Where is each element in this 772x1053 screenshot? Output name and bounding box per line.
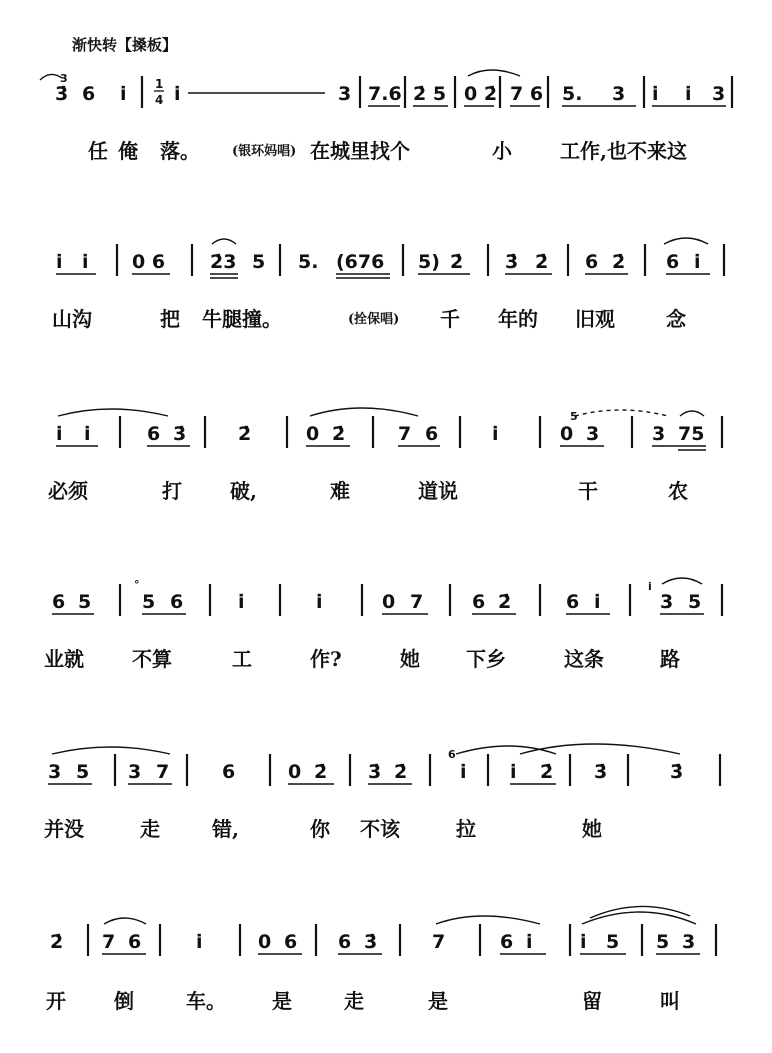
notation-line-3 <box>0 400 772 510</box>
svg-text:7: 7 <box>102 931 116 953</box>
svg-text:年的: 年的 <box>498 307 538 331</box>
svg-text:业就: 业就 <box>44 647 84 671</box>
svg-text:俺: 俺 <box>118 139 138 163</box>
lyric: 任 <box>88 139 108 163</box>
svg-text:i̇: i̇ <box>56 251 63 273</box>
score-system-3 <box>0 400 772 520</box>
svg-text:她: 她 <box>582 817 602 841</box>
svg-text:4: 4 <box>155 93 164 107</box>
svg-text:3̇: 3̇ <box>368 761 382 783</box>
svg-text:6: 6 <box>170 591 184 613</box>
svg-text:6: 6 <box>585 251 599 273</box>
svg-text:i̇: i̇ <box>56 423 63 445</box>
svg-text:3̇: 3̇ <box>505 251 519 273</box>
svg-text:i̇: i̇ <box>594 591 601 613</box>
notation-line-1 <box>0 60 772 170</box>
svg-text:2̇: 2̇ <box>450 251 464 273</box>
svg-text:工: 工 <box>232 647 252 671</box>
svg-text:破,: 破, <box>230 479 257 503</box>
svg-text:5): 5) <box>418 251 440 273</box>
svg-text:农: 农 <box>668 479 688 503</box>
svg-text:2̇: 2̇ <box>540 761 554 783</box>
svg-text:6: 6 <box>147 423 161 445</box>
svg-text:2̇: 2̇ <box>612 251 626 273</box>
svg-text:留: 留 <box>582 989 602 1013</box>
svg-text:叫: 叫 <box>660 989 680 1013</box>
svg-text:必须: 必须 <box>48 479 88 503</box>
notation-line-5 <box>0 740 772 850</box>
notation-line-4 <box>0 570 772 680</box>
svg-text:道说: 道说 <box>418 479 458 503</box>
svg-text:(拴保唱): (拴保唱) <box>348 312 400 327</box>
svg-text:车。: 车。 <box>186 989 226 1013</box>
svg-text:拉: 拉 <box>456 817 476 841</box>
svg-text:工作,也不来这: 工作,也不来这 <box>560 139 687 163</box>
svg-text:下乡: 下乡 <box>466 647 506 671</box>
svg-text:7.6: 7.6 <box>368 83 402 105</box>
svg-text:5: 5 <box>142 591 156 613</box>
svg-text:6: 6 <box>128 931 142 953</box>
svg-text:3: 3 <box>48 761 62 783</box>
svg-text:5: 5 <box>656 931 670 953</box>
svg-text:i̇: i̇ <box>82 251 89 273</box>
svg-text:7: 7 <box>398 423 412 445</box>
svg-text:山沟: 山沟 <box>52 307 92 331</box>
svg-text:把: 把 <box>160 307 180 331</box>
svg-text:3: 3 <box>60 72 68 85</box>
svg-text:i̇: i̇ <box>526 931 533 953</box>
svg-text:不算: 不算 <box>132 647 172 671</box>
score-system-2 <box>0 230 772 350</box>
svg-text:不该: 不该 <box>360 817 400 841</box>
svg-text:3: 3 <box>338 83 352 105</box>
svg-text:牛腿撞。: 牛腿撞。 <box>202 307 282 331</box>
svg-text:3: 3 <box>586 423 600 445</box>
svg-text:6: 6 <box>666 251 680 273</box>
svg-text:0: 0 <box>560 423 574 445</box>
svg-text:0: 0 <box>382 591 396 613</box>
svg-text:i̇: i̇ <box>694 251 701 273</box>
svg-text:i̇: i̇ <box>316 591 323 613</box>
svg-text:i̇: i̇ <box>84 423 91 445</box>
svg-text:3: 3 <box>682 931 696 953</box>
svg-text:3̇: 3̇ <box>670 761 684 783</box>
svg-text:千: 千 <box>440 307 460 331</box>
svg-text:5: 5 <box>570 410 578 423</box>
svg-text:0: 0 <box>258 931 272 953</box>
svg-text:i̇: i̇ <box>580 931 587 953</box>
svg-text:开: 开 <box>46 989 66 1013</box>
svg-text:是: 是 <box>272 989 292 1013</box>
svg-text:6: 6 <box>82 83 96 105</box>
svg-text:3: 3 <box>612 83 626 105</box>
svg-text:5: 5 <box>78 591 92 613</box>
svg-text:6: 6 <box>222 761 236 783</box>
svg-text:这条: 这条 <box>564 647 604 671</box>
score-system-5 <box>0 740 772 860</box>
svg-text:7: 7 <box>410 591 424 613</box>
svg-text:错,: 错, <box>212 817 239 841</box>
svg-text:在城里找个: 在城里找个 <box>310 139 410 163</box>
svg-text:难: 难 <box>330 479 350 503</box>
svg-text:i̇: i̇ <box>460 761 467 783</box>
svg-text:2̇: 2̇ <box>332 423 346 445</box>
svg-text:小: 小 <box>492 139 512 163</box>
svg-text:2̇3: 2̇3 <box>210 251 237 273</box>
svg-text:i̇: i̇ <box>492 423 499 445</box>
svg-text:走: 走 <box>344 989 364 1013</box>
svg-text:5: 5 <box>606 931 620 953</box>
svg-text:2̇ 5: 2̇ 5 <box>413 83 447 105</box>
svg-text:你: 你 <box>310 817 330 841</box>
svg-text:3: 3 <box>712 83 726 105</box>
svg-text:2̇: 2̇ <box>50 931 64 953</box>
svg-text:5.: 5. <box>562 83 583 105</box>
svg-text:6: 6 <box>566 591 580 613</box>
svg-text:7: 7 <box>156 761 170 783</box>
svg-text:3: 3 <box>660 591 674 613</box>
notation-line-6 <box>0 910 772 1040</box>
svg-text:落。: 落。 <box>160 139 200 163</box>
score-system-4 <box>0 570 772 690</box>
svg-text:0: 0 <box>288 761 302 783</box>
svg-text:i̇: i̇ <box>652 83 659 105</box>
svg-text:3: 3 <box>652 423 666 445</box>
svg-text:°: ° <box>134 578 140 591</box>
svg-text:2̇: 2̇ <box>238 423 252 445</box>
svg-text:0 2̇: 0 2̇ <box>464 83 498 105</box>
svg-text:5: 5 <box>688 591 702 613</box>
notation-line-2 <box>0 230 772 340</box>
svg-text:6: 6 <box>284 931 298 953</box>
svg-text:6: 6 <box>500 931 514 953</box>
svg-text:i̇: i̇ <box>238 591 245 613</box>
svg-text:6: 6 <box>472 591 486 613</box>
svg-text:干: 干 <box>578 479 598 503</box>
svg-text:是: 是 <box>428 989 448 1013</box>
svg-text:她: 她 <box>400 647 420 671</box>
svg-text:3̇: 3̇ <box>594 761 608 783</box>
svg-text:2̇: 2̇ <box>394 761 408 783</box>
svg-text:i̇: i̇ <box>174 83 181 105</box>
svg-text:5: 5 <box>76 761 90 783</box>
svg-text:0 6: 0 6 <box>132 251 166 273</box>
svg-text:走: 走 <box>140 817 160 841</box>
svg-text:并没: 并没 <box>44 817 84 841</box>
svg-text:7: 7 <box>432 931 446 953</box>
score-system-6 <box>0 910 772 1030</box>
svg-text:路: 路 <box>660 647 680 671</box>
svg-text:6: 6 <box>425 423 439 445</box>
svg-text:1: 1 <box>155 77 164 91</box>
svg-text:3̇: 3̇ <box>364 931 378 953</box>
svg-text:(银环妈唱): (银环妈唱) <box>232 144 297 159</box>
svg-text:6: 6 <box>52 591 66 613</box>
svg-text:2̇: 2̇ <box>535 251 549 273</box>
svg-text:3: 3 <box>128 761 142 783</box>
svg-text:2̇: 2̇ <box>498 591 512 613</box>
svg-text:0: 0 <box>306 423 320 445</box>
svg-text:i̇: i̇ <box>120 83 127 105</box>
tempo-marking: 渐快转【搡板】 <box>72 36 178 54</box>
svg-text:旧观: 旧观 <box>575 307 615 331</box>
svg-text:6: 6 <box>448 748 456 761</box>
svg-text:7 6: 7 6 <box>510 83 544 105</box>
svg-text:2̇: 2̇ <box>314 761 328 783</box>
svg-text:3̇: 3̇ <box>173 423 187 445</box>
svg-text:倒: 倒 <box>114 989 134 1013</box>
svg-text:i̇: i̇ <box>510 761 517 783</box>
svg-text:打: 打 <box>162 479 182 503</box>
svg-text:念: 念 <box>666 307 686 331</box>
svg-text:作?: 作? <box>310 647 342 671</box>
svg-text:(676: (676 <box>336 251 385 273</box>
svg-text:75: 75 <box>678 423 705 445</box>
score-system-1 <box>0 60 772 180</box>
svg-text:5.: 5. <box>298 251 319 273</box>
svg-text:3̇: 3̇ <box>55 83 69 105</box>
svg-text:6: 6 <box>338 931 352 953</box>
svg-text:i̇: i̇ <box>196 931 203 953</box>
svg-text:i: i <box>648 580 652 593</box>
svg-text:i̇: i̇ <box>685 83 692 105</box>
svg-text:5: 5 <box>252 251 266 273</box>
